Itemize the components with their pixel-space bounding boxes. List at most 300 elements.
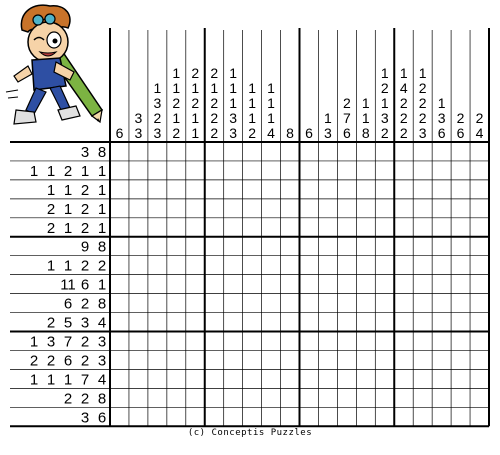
grid-cell[interactable] bbox=[356, 199, 375, 218]
grid-cell[interactable] bbox=[432, 332, 451, 351]
grid-cell[interactable] bbox=[205, 218, 224, 237]
grid-cell[interactable] bbox=[394, 256, 413, 275]
grid-cell[interactable] bbox=[356, 256, 375, 275]
grid-cell[interactable] bbox=[375, 313, 394, 332]
grid-cell[interactable] bbox=[318, 388, 337, 407]
grid-cell[interactable] bbox=[432, 294, 451, 313]
grid-cell[interactable] bbox=[300, 350, 319, 369]
grid-cell[interactable] bbox=[451, 388, 470, 407]
grid-cell[interactable] bbox=[129, 142, 148, 161]
grid-cell[interactable] bbox=[375, 199, 394, 218]
grid-cell[interactable] bbox=[470, 180, 489, 199]
grid-cell[interactable] bbox=[432, 180, 451, 199]
grid-cell[interactable] bbox=[148, 350, 167, 369]
grid-cell[interactable] bbox=[224, 237, 243, 256]
grid-cell[interactable] bbox=[243, 161, 262, 180]
grid-cell[interactable] bbox=[281, 199, 300, 218]
grid-cell[interactable] bbox=[167, 256, 186, 275]
grid-cell[interactable] bbox=[375, 256, 394, 275]
grid-cell[interactable] bbox=[224, 332, 243, 351]
grid-cell[interactable] bbox=[186, 313, 205, 332]
grid-cell[interactable] bbox=[470, 199, 489, 218]
grid-cell[interactable] bbox=[318, 294, 337, 313]
grid-cell[interactable] bbox=[129, 332, 148, 351]
grid-cell[interactable] bbox=[262, 294, 281, 313]
grid-cell[interactable] bbox=[224, 388, 243, 407]
grid-cell[interactable] bbox=[110, 142, 129, 161]
grid-cell[interactable] bbox=[413, 142, 432, 161]
grid-cell[interactable] bbox=[300, 161, 319, 180]
grid-cell[interactable] bbox=[148, 218, 167, 237]
grid-cell[interactable] bbox=[224, 369, 243, 388]
grid-cell[interactable] bbox=[394, 199, 413, 218]
grid-cell[interactable] bbox=[262, 388, 281, 407]
grid-cell[interactable] bbox=[356, 218, 375, 237]
grid-cell[interactable] bbox=[129, 350, 148, 369]
grid-cell[interactable] bbox=[262, 218, 281, 237]
grid-cell[interactable] bbox=[205, 275, 224, 294]
grid-cell[interactable] bbox=[413, 218, 432, 237]
grid-cell[interactable] bbox=[281, 218, 300, 237]
grid-cell[interactable] bbox=[356, 350, 375, 369]
grid-cell[interactable] bbox=[148, 407, 167, 426]
grid-cell[interactable] bbox=[281, 332, 300, 351]
grid-cell[interactable] bbox=[318, 161, 337, 180]
grid-cell[interactable] bbox=[205, 256, 224, 275]
grid-cell[interactable] bbox=[148, 161, 167, 180]
grid-cell[interactable] bbox=[167, 313, 186, 332]
grid-cell[interactable] bbox=[394, 294, 413, 313]
grid-cell[interactable] bbox=[432, 161, 451, 180]
grid-cell[interactable] bbox=[356, 237, 375, 256]
grid-cell[interactable] bbox=[262, 161, 281, 180]
grid-cell[interactable] bbox=[186, 388, 205, 407]
grid-cell[interactable] bbox=[318, 313, 337, 332]
grid-cell[interactable] bbox=[186, 161, 205, 180]
grid-cell[interactable] bbox=[129, 294, 148, 313]
grid-cell[interactable] bbox=[451, 256, 470, 275]
grid-cell[interactable] bbox=[224, 313, 243, 332]
grid-cell[interactable] bbox=[432, 388, 451, 407]
grid-cell[interactable] bbox=[281, 388, 300, 407]
grid-cell[interactable] bbox=[470, 350, 489, 369]
grid-cell[interactable] bbox=[451, 275, 470, 294]
grid-cell[interactable] bbox=[129, 237, 148, 256]
grid-cell[interactable] bbox=[148, 275, 167, 294]
grid-cell[interactable] bbox=[356, 369, 375, 388]
grid-cell[interactable] bbox=[224, 256, 243, 275]
grid-cell[interactable] bbox=[129, 256, 148, 275]
grid-cell[interactable] bbox=[356, 332, 375, 351]
grid-cell[interactable] bbox=[167, 142, 186, 161]
grid-cell[interactable] bbox=[300, 332, 319, 351]
grid-cell[interactable] bbox=[470, 294, 489, 313]
grid-cell[interactable] bbox=[110, 294, 129, 313]
grid-cell[interactable] bbox=[337, 142, 356, 161]
grid-cell[interactable] bbox=[186, 199, 205, 218]
grid-cell[interactable] bbox=[470, 142, 489, 161]
grid-cell[interactable] bbox=[394, 313, 413, 332]
grid-cell[interactable] bbox=[167, 332, 186, 351]
grid-cell[interactable] bbox=[186, 256, 205, 275]
grid-cell[interactable] bbox=[281, 237, 300, 256]
grid-cell[interactable] bbox=[281, 407, 300, 426]
grid-cell[interactable] bbox=[205, 369, 224, 388]
grid-cell[interactable] bbox=[281, 180, 300, 199]
grid-cell[interactable] bbox=[375, 369, 394, 388]
grid-cell[interactable] bbox=[394, 369, 413, 388]
grid-cell[interactable] bbox=[300, 199, 319, 218]
grid-cell[interactable] bbox=[470, 388, 489, 407]
grid-cell[interactable] bbox=[224, 218, 243, 237]
grid-cell[interactable] bbox=[318, 256, 337, 275]
grid-cell[interactable] bbox=[356, 388, 375, 407]
grid-cell[interactable] bbox=[129, 407, 148, 426]
grid-cell[interactable] bbox=[167, 218, 186, 237]
grid-cell[interactable] bbox=[224, 350, 243, 369]
grid-cell[interactable] bbox=[432, 218, 451, 237]
grid-cell[interactable] bbox=[281, 256, 300, 275]
grid-cell[interactable] bbox=[300, 142, 319, 161]
grid-cell[interactable] bbox=[470, 369, 489, 388]
grid-cell[interactable] bbox=[432, 142, 451, 161]
grid-cell[interactable] bbox=[205, 294, 224, 313]
grid-cell[interactable] bbox=[470, 275, 489, 294]
grid-cell[interactable] bbox=[167, 180, 186, 199]
grid-cell[interactable] bbox=[300, 294, 319, 313]
grid-cell[interactable] bbox=[300, 180, 319, 199]
grid-cell[interactable] bbox=[337, 407, 356, 426]
grid-cell[interactable] bbox=[148, 256, 167, 275]
grid-cell[interactable] bbox=[337, 350, 356, 369]
grid-cell[interactable] bbox=[148, 313, 167, 332]
grid-cell[interactable] bbox=[281, 161, 300, 180]
grid-cell[interactable] bbox=[394, 161, 413, 180]
grid-cell[interactable] bbox=[375, 237, 394, 256]
grid-cell[interactable] bbox=[318, 369, 337, 388]
grid-cell[interactable] bbox=[432, 275, 451, 294]
grid-cell[interactable] bbox=[413, 388, 432, 407]
grid-cell[interactable] bbox=[167, 294, 186, 313]
grid-cell[interactable] bbox=[318, 350, 337, 369]
grid-cell[interactable] bbox=[375, 142, 394, 161]
grid-cell[interactable] bbox=[186, 142, 205, 161]
grid-cell[interactable] bbox=[394, 332, 413, 351]
grid-cell[interactable] bbox=[281, 313, 300, 332]
grid-cell[interactable] bbox=[243, 180, 262, 199]
grid-cell[interactable] bbox=[110, 161, 129, 180]
grid-cell[interactable] bbox=[129, 218, 148, 237]
grid-cell[interactable] bbox=[413, 199, 432, 218]
grid-cell[interactable] bbox=[318, 180, 337, 199]
grid-cell[interactable] bbox=[224, 294, 243, 313]
grid-cell[interactable] bbox=[413, 407, 432, 426]
grid-cell[interactable] bbox=[394, 180, 413, 199]
grid-cell[interactable] bbox=[413, 161, 432, 180]
grid-cell[interactable] bbox=[300, 237, 319, 256]
grid-cell[interactable] bbox=[205, 161, 224, 180]
grid-cell[interactable] bbox=[451, 407, 470, 426]
grid-cell[interactable] bbox=[243, 218, 262, 237]
grid-cell[interactable] bbox=[148, 388, 167, 407]
grid-cell[interactable] bbox=[394, 407, 413, 426]
grid-cell[interactable] bbox=[262, 180, 281, 199]
grid-cell[interactable] bbox=[148, 369, 167, 388]
grid-cell[interactable] bbox=[470, 332, 489, 351]
grid-cell[interactable] bbox=[281, 350, 300, 369]
grid-cell[interactable] bbox=[129, 388, 148, 407]
grid-cell[interactable] bbox=[243, 199, 262, 218]
grid-cell[interactable] bbox=[110, 180, 129, 199]
grid-cell[interactable] bbox=[337, 180, 356, 199]
grid-cell[interactable] bbox=[318, 199, 337, 218]
grid-cell[interactable] bbox=[186, 369, 205, 388]
grid-cell[interactable] bbox=[167, 369, 186, 388]
grid-cell[interactable] bbox=[262, 407, 281, 426]
grid-cell[interactable] bbox=[110, 350, 129, 369]
grid-cell[interactable] bbox=[224, 199, 243, 218]
grid-cell[interactable] bbox=[318, 237, 337, 256]
grid-cell[interactable] bbox=[337, 218, 356, 237]
grid-cell[interactable] bbox=[110, 313, 129, 332]
grid-cell[interactable] bbox=[243, 313, 262, 332]
grid-cell[interactable] bbox=[318, 332, 337, 351]
grid-cell[interactable] bbox=[432, 350, 451, 369]
grid-cell[interactable] bbox=[110, 218, 129, 237]
grid-cell[interactable] bbox=[413, 369, 432, 388]
grid-cell[interactable] bbox=[413, 313, 432, 332]
grid-cell[interactable] bbox=[300, 275, 319, 294]
grid-cell[interactable] bbox=[451, 294, 470, 313]
grid-cell[interactable] bbox=[148, 142, 167, 161]
grid-cell[interactable] bbox=[337, 332, 356, 351]
grid-cell[interactable] bbox=[243, 142, 262, 161]
grid-cell[interactable] bbox=[470, 256, 489, 275]
grid-cell[interactable] bbox=[148, 199, 167, 218]
grid-cell[interactable] bbox=[337, 294, 356, 313]
grid-cell[interactable] bbox=[394, 237, 413, 256]
grid-cell[interactable] bbox=[186, 294, 205, 313]
grid-cell[interactable] bbox=[318, 142, 337, 161]
grid-cell[interactable] bbox=[186, 350, 205, 369]
grid-cell[interactable] bbox=[300, 313, 319, 332]
grid-cell[interactable] bbox=[167, 199, 186, 218]
grid-cell[interactable] bbox=[205, 142, 224, 161]
grid-cell[interactable] bbox=[394, 388, 413, 407]
grid-cell[interactable] bbox=[337, 199, 356, 218]
grid-cell[interactable] bbox=[186, 332, 205, 351]
grid-cell[interactable] bbox=[110, 369, 129, 388]
grid-cell[interactable] bbox=[224, 142, 243, 161]
grid-cell[interactable] bbox=[451, 332, 470, 351]
grid-cell[interactable] bbox=[205, 313, 224, 332]
grid-cell[interactable] bbox=[375, 180, 394, 199]
grid-cell[interactable] bbox=[262, 350, 281, 369]
grid-cell[interactable] bbox=[432, 407, 451, 426]
grid-cell[interactable] bbox=[243, 407, 262, 426]
grid-cell[interactable] bbox=[451, 142, 470, 161]
grid-cell[interactable] bbox=[148, 180, 167, 199]
grid-cell[interactable] bbox=[243, 256, 262, 275]
grid-cell[interactable] bbox=[451, 369, 470, 388]
grid-cell[interactable] bbox=[337, 256, 356, 275]
grid-cell[interactable] bbox=[451, 199, 470, 218]
grid-cell[interactable] bbox=[300, 407, 319, 426]
grid-cell[interactable] bbox=[205, 180, 224, 199]
grid-cell[interactable] bbox=[394, 142, 413, 161]
grid-cell[interactable] bbox=[432, 313, 451, 332]
grid-cell[interactable] bbox=[205, 388, 224, 407]
grid-cell[interactable] bbox=[224, 180, 243, 199]
grid-cell[interactable] bbox=[300, 388, 319, 407]
grid-cell[interactable] bbox=[110, 237, 129, 256]
grid-cell[interactable] bbox=[262, 275, 281, 294]
grid-cell[interactable] bbox=[110, 407, 129, 426]
grid-cell[interactable] bbox=[167, 237, 186, 256]
grid-cell[interactable] bbox=[318, 275, 337, 294]
grid-cell[interactable] bbox=[205, 237, 224, 256]
grid-cell[interactable] bbox=[356, 142, 375, 161]
grid-cell[interactable] bbox=[167, 388, 186, 407]
grid-cell[interactable] bbox=[413, 294, 432, 313]
grid-cell[interactable] bbox=[129, 275, 148, 294]
grid-cell[interactable] bbox=[451, 218, 470, 237]
grid-cell[interactable] bbox=[186, 218, 205, 237]
grid-cell[interactable] bbox=[375, 388, 394, 407]
grid-cell[interactable] bbox=[148, 332, 167, 351]
grid-cell[interactable] bbox=[318, 218, 337, 237]
grid-cell[interactable] bbox=[375, 218, 394, 237]
grid-cell[interactable] bbox=[167, 161, 186, 180]
grid-cell[interactable] bbox=[451, 161, 470, 180]
grid-cell[interactable] bbox=[356, 275, 375, 294]
grid-cell[interactable] bbox=[224, 407, 243, 426]
grid-cell[interactable] bbox=[110, 256, 129, 275]
grid-cell[interactable] bbox=[337, 161, 356, 180]
grid-cell[interactable] bbox=[375, 350, 394, 369]
grid-cell[interactable] bbox=[451, 313, 470, 332]
grid-cell[interactable] bbox=[413, 275, 432, 294]
grid-cell[interactable] bbox=[413, 350, 432, 369]
grid-cell[interactable] bbox=[337, 275, 356, 294]
grid-cell[interactable] bbox=[167, 407, 186, 426]
grid-cell[interactable] bbox=[186, 180, 205, 199]
grid-cell[interactable] bbox=[243, 332, 262, 351]
grid-cell[interactable] bbox=[356, 407, 375, 426]
grid-cell[interactable] bbox=[394, 350, 413, 369]
grid-cell[interactable] bbox=[470, 218, 489, 237]
grid-cell[interactable] bbox=[129, 161, 148, 180]
grid-cell[interactable] bbox=[432, 237, 451, 256]
grid-cell[interactable] bbox=[432, 369, 451, 388]
grid-cell[interactable] bbox=[318, 407, 337, 426]
grid-cell[interactable] bbox=[110, 332, 129, 351]
grid-cell[interactable] bbox=[110, 275, 129, 294]
grid-cell[interactable] bbox=[205, 350, 224, 369]
grid-cell[interactable] bbox=[262, 256, 281, 275]
grid-cell[interactable] bbox=[375, 275, 394, 294]
grid-cell[interactable] bbox=[375, 407, 394, 426]
grid-cell[interactable] bbox=[129, 199, 148, 218]
grid-cell[interactable] bbox=[451, 180, 470, 199]
grid-cell[interactable] bbox=[281, 369, 300, 388]
grid-cell[interactable] bbox=[337, 388, 356, 407]
grid-cell[interactable] bbox=[356, 161, 375, 180]
grid-cell[interactable] bbox=[167, 275, 186, 294]
grid-cell[interactable] bbox=[413, 256, 432, 275]
grid-cell[interactable] bbox=[375, 294, 394, 313]
grid-cell[interactable] bbox=[262, 369, 281, 388]
grid-cell[interactable] bbox=[129, 180, 148, 199]
grid-cell[interactable] bbox=[470, 161, 489, 180]
grid-cell[interactable] bbox=[129, 369, 148, 388]
grid-cell[interactable] bbox=[337, 237, 356, 256]
grid-cell[interactable] bbox=[110, 388, 129, 407]
grid-cell[interactable] bbox=[205, 199, 224, 218]
grid-cell[interactable] bbox=[243, 275, 262, 294]
grid-cell[interactable] bbox=[356, 313, 375, 332]
grid-cell[interactable] bbox=[262, 237, 281, 256]
grid-cell[interactable] bbox=[262, 199, 281, 218]
grid-cell[interactable] bbox=[394, 218, 413, 237]
grid-cell[interactable] bbox=[129, 313, 148, 332]
grid-cell[interactable] bbox=[186, 237, 205, 256]
grid-cell[interactable] bbox=[243, 237, 262, 256]
grid-cell[interactable] bbox=[243, 350, 262, 369]
grid-cell[interactable] bbox=[432, 199, 451, 218]
grid-cell[interactable] bbox=[337, 369, 356, 388]
grid-cell[interactable] bbox=[186, 407, 205, 426]
grid-cell[interactable] bbox=[110, 199, 129, 218]
grid-cell[interactable] bbox=[432, 256, 451, 275]
grid-cell[interactable] bbox=[413, 180, 432, 199]
grid-cell[interactable] bbox=[281, 142, 300, 161]
grid-cell[interactable] bbox=[375, 332, 394, 351]
grid-cell[interactable] bbox=[356, 180, 375, 199]
grid-cell[interactable] bbox=[205, 407, 224, 426]
grid-cell[interactable] bbox=[413, 237, 432, 256]
grid-cell[interactable] bbox=[470, 237, 489, 256]
grid-cell[interactable] bbox=[262, 142, 281, 161]
grid-cell[interactable] bbox=[205, 332, 224, 351]
grid-cell[interactable] bbox=[243, 294, 262, 313]
grid-cell[interactable] bbox=[470, 313, 489, 332]
grid-cell[interactable] bbox=[300, 369, 319, 388]
grid-cell[interactable] bbox=[224, 161, 243, 180]
grid-cell[interactable] bbox=[337, 313, 356, 332]
grid-cell[interactable] bbox=[262, 332, 281, 351]
grid-cell[interactable] bbox=[281, 294, 300, 313]
grid-cell[interactable] bbox=[167, 350, 186, 369]
grid-cell[interactable] bbox=[470, 407, 489, 426]
grid-cell[interactable] bbox=[186, 275, 205, 294]
grid-cell[interactable] bbox=[451, 237, 470, 256]
grid-cell[interactable] bbox=[413, 332, 432, 351]
grid-cell[interactable] bbox=[375, 161, 394, 180]
grid-cell[interactable] bbox=[224, 275, 243, 294]
grid-cell[interactable] bbox=[394, 275, 413, 294]
grid-cell[interactable] bbox=[243, 388, 262, 407]
grid-cell[interactable] bbox=[148, 294, 167, 313]
grid-cell[interactable] bbox=[300, 256, 319, 275]
grid-cell[interactable] bbox=[300, 218, 319, 237]
grid-cell[interactable] bbox=[281, 275, 300, 294]
grid-cell[interactable] bbox=[451, 350, 470, 369]
grid-cell[interactable] bbox=[262, 313, 281, 332]
grid-cell[interactable] bbox=[148, 237, 167, 256]
grid-cell[interactable] bbox=[356, 294, 375, 313]
grid-cell[interactable] bbox=[243, 369, 262, 388]
